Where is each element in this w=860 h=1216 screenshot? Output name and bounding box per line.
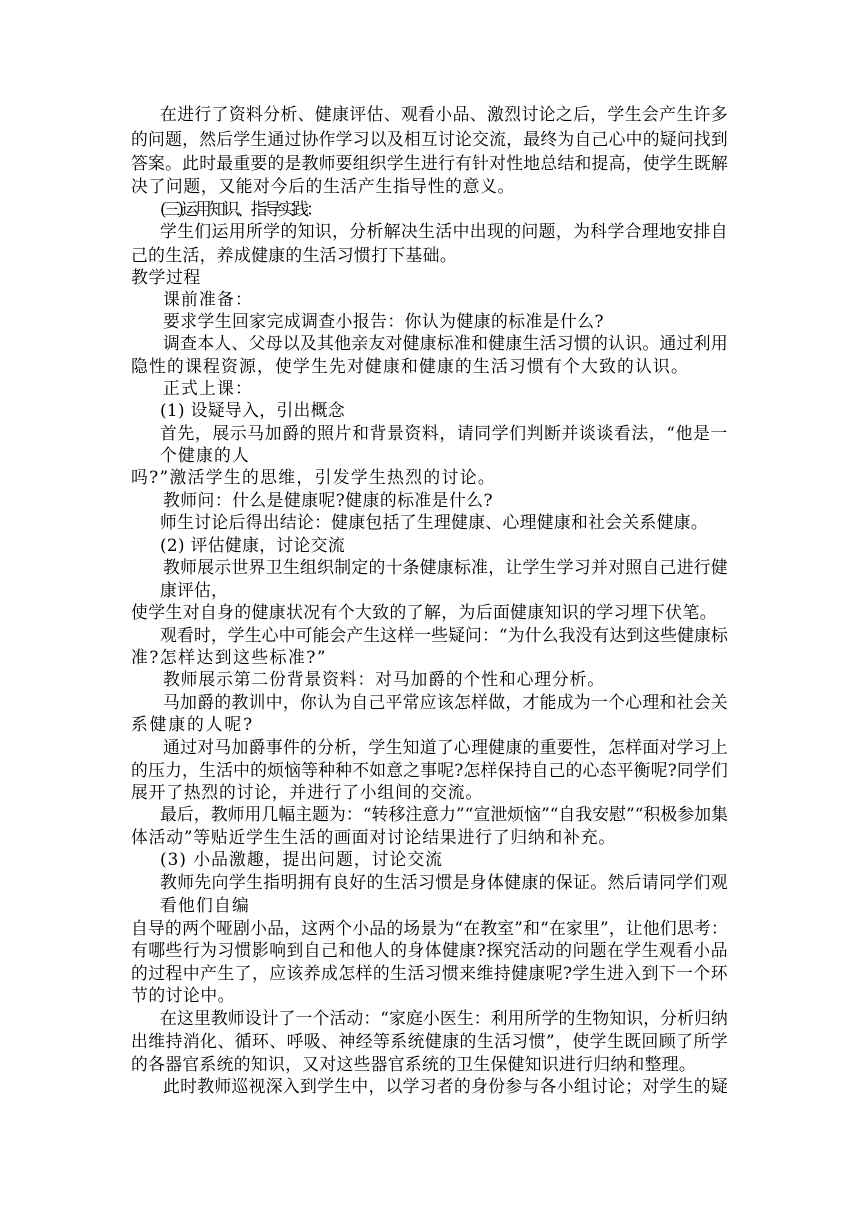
text-line: 调查本人、父母以及其他亲友对健康标准和健康生活习惯的认识。通过利用 xyxy=(163,333,728,353)
text-line: 在进行了资料分析、健康评估、观看小品、激烈讨论之后，学生会产生许多 xyxy=(160,104,728,124)
text-line: 要求学生回家完成调查小报告：你认为健康的标准是什么? xyxy=(163,311,605,331)
text-line: 观看时，学生心中可能会产生这样一些疑问：“为什么我没有达到这些健康标 xyxy=(160,625,728,645)
text-line: 教师展示世界卫生组织制定的十条健康标准，让学生学习并对照自己进行健 xyxy=(163,557,728,577)
text-line: 决了问题，又能对今后的生活产生指导性的意义。 xyxy=(131,176,515,196)
text-line: 的各器官系统的知识，又对这些器官系统的卫生保健知识进行归纳和整理。 xyxy=(131,1054,696,1074)
text-line: 教师问：什么是健康呢?健康的标准是什么? xyxy=(163,490,493,510)
text-line: 展开了热烈的讨论，并进行了小组间的交流。 xyxy=(131,782,483,802)
text-line: 使学生对自身的健康状况有个大致的了解，为后面健康知识的学习埋下伏笔。 xyxy=(131,602,718,622)
text-line: 个健康的人 xyxy=(160,445,250,465)
text-line: 看他们自编 xyxy=(160,895,250,915)
text-line: 课前准备： xyxy=(163,289,253,309)
section-heading: (1) 设疑导入，引出概念 xyxy=(160,400,345,420)
section-heading: 教学过程 xyxy=(131,267,201,287)
text-line: 教师展示第二份背景资料：对马加爵的个性和心理分析。 xyxy=(163,669,605,689)
text-line: 的过程中产生了，应该养成怎样的生活习惯来维持健康呢?学生进入到下一个环 xyxy=(131,963,728,983)
text-line: 的问题，然后学生通过协作学习以及相互讨论交流，最终为自己心中的疑问找到 xyxy=(131,129,728,149)
text-line: 最后，教师用几幅主题为：“转移注意力”“宣泄烦恼”“自我安慰”“积极参加集 xyxy=(160,804,729,824)
section-heading: (3) 小品激趣，提出问题，讨论交流 xyxy=(160,849,443,869)
text-line: 正式上课： xyxy=(163,378,253,398)
text-line: 康评估， xyxy=(160,580,228,600)
text-line: 通过对马加爵事件的分析，学生知道了心理健康的重要性，怎样面对学习上 xyxy=(163,737,728,757)
text-line: 马加爵的教训中，你认为自己平常应该怎样做，才能成为一个心理和社会关 xyxy=(163,692,728,712)
text-line: 教师先向学生指明拥有良好的生活习惯是身体健康的保证。然后请同学们观 xyxy=(160,872,728,892)
text-line: 师生讨论后得出结论：健康包括了生理健康、心理健康和社会关系健康。 xyxy=(160,512,708,532)
text-line: 的压力，生活中的烦恼等种种不如意之事呢?怎样保持自己的心态平衡呢?同学们 xyxy=(131,760,728,780)
text-line: 自导的两个哑剧小品，这两个小品的场景为“在教室”和“在家里”，让他们思考： xyxy=(131,918,728,938)
text-line: 隐性的课程资源，使学生先对健康和健康的生活习惯有个大致的认识。 xyxy=(131,356,689,376)
text-line: 有哪些行为习惯影响到自己和他人的身体健康?探究活动的问题在学生观看小品 xyxy=(131,940,728,960)
section-heading: (2) 评估健康，讨论交流 xyxy=(160,535,345,555)
text-line: 体活动”等贴近学生生活的画面对讨论结果进行了归纳和补充。 xyxy=(131,827,616,847)
text-line: 此时教师巡视深入到学生中，以学习者的身份参与各小组讨论；对学生的疑 xyxy=(163,1076,728,1096)
text-line: 学生们运用所学的知识，分析解决生活中出现的问题，为科学合理地安排自 xyxy=(160,221,728,241)
text-line: 己的生活，养成健康的生活习惯打下基础。 xyxy=(131,245,457,265)
text-line: 在这里教师设计了一个活动：“家庭小医生：利用所学的生物知识，分析归纳 xyxy=(160,1008,728,1028)
text-line: 答案。此时最重要的是教师要组织学生进行有针对性地总结和提高，使学生既解 xyxy=(131,153,728,173)
text-line: 系健康的人呢? xyxy=(131,714,254,734)
text-line: 节的讨论中。 xyxy=(131,985,235,1005)
text-line: 出维持消化、循环、呼吸、神经等系统健康的生活习惯”，使学生既回顾了所学 xyxy=(131,1031,728,1051)
section-heading: (三)运用知识、指导实践： xyxy=(160,199,320,219)
text-line: 首先，展示马加爵的照片和背景资料，请同学们判断并谈谈看法，“他是一 xyxy=(160,423,728,443)
text-line: 准?怎样达到这些标准?” xyxy=(131,647,328,667)
text-line: 吗?”激活学生的思维，引发学生热烈的讨论。 xyxy=(131,467,497,487)
